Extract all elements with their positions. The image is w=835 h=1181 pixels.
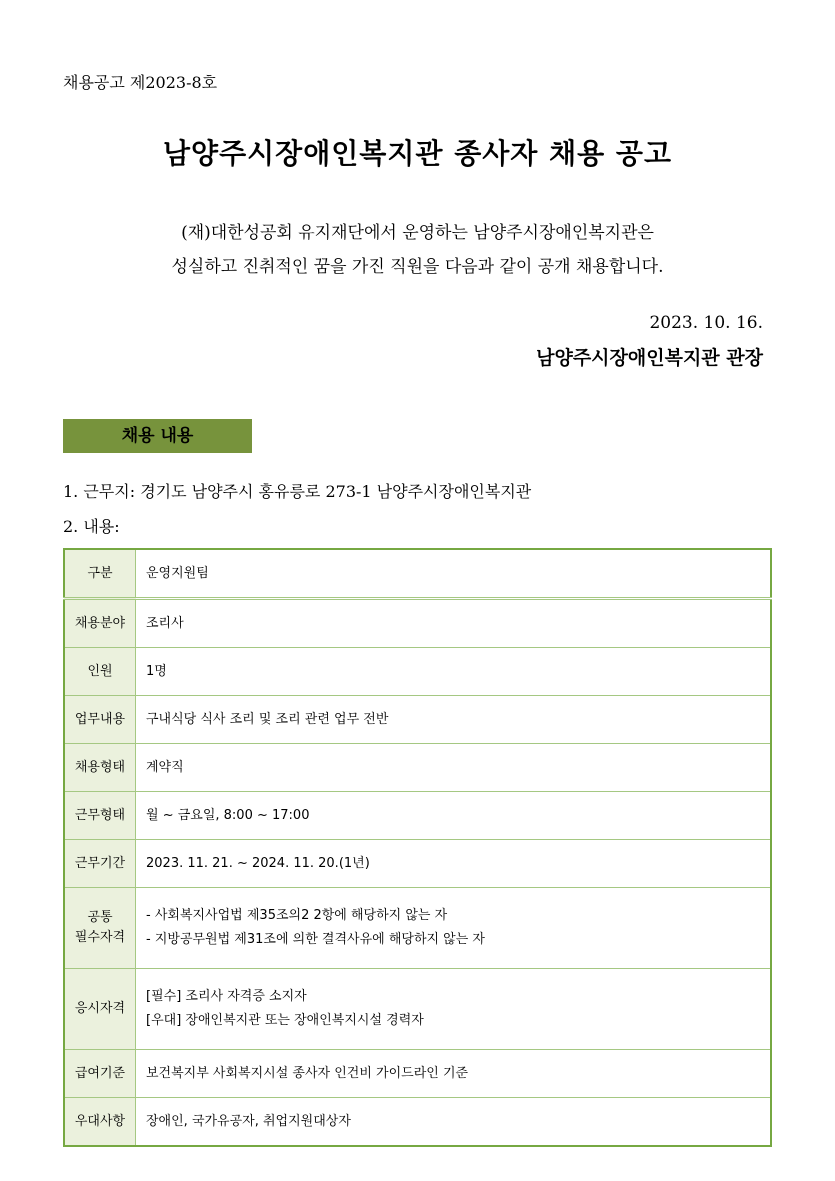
row-label: 인원	[64, 648, 136, 696]
row-value: 월 ~ 금요일, 8:00 ~ 17:00	[136, 792, 772, 840]
row-label: 우대사항	[64, 1098, 136, 1147]
row-value: 구내식당 식사 조리 및 조리 관련 업무 전반	[136, 696, 772, 744]
intro-text	[0, 216, 835, 284]
row-label-line: 필수자격	[74, 930, 126, 945]
notice-number: 채용공고 제2023-8호	[63, 73, 218, 92]
table-row	[64, 888, 771, 969]
table-row	[64, 744, 771, 792]
row-label: 업무내용	[64, 696, 136, 744]
row-value: 운영지원팀	[136, 549, 772, 599]
recruitment-table	[63, 548, 772, 1147]
row-label: 근무형태	[64, 792, 136, 840]
table-row	[64, 648, 771, 696]
row-value: 1명	[136, 648, 772, 696]
row-label: 근무기간	[64, 840, 136, 888]
row-label: 채용형태	[64, 744, 136, 792]
page-title: 남양주시장애인복지관 종사자 채용 공고	[162, 137, 673, 170]
value-line: - 사회복지사업법 제35조의2 2항에 해당하지 않는 자	[146, 908, 448, 923]
table-row	[64, 792, 771, 840]
table-row	[64, 696, 771, 744]
row-value: 보건복지부 사회복지시설 종사자 인건비 가이드라인 기준	[136, 1050, 772, 1098]
row-value: 계약직	[136, 744, 772, 792]
table-row	[64, 549, 771, 599]
list-item-workplace: 1. 근무지: 경기도 남양주시 홍유릉로 273-1 남양주시장애인복지관	[63, 482, 532, 501]
table-row	[64, 1098, 771, 1147]
row-value: 조리사	[136, 599, 772, 648]
table-row	[64, 599, 771, 648]
row-label-line: 공통	[87, 910, 113, 925]
row-label: 구분	[64, 549, 136, 599]
row-label	[64, 888, 136, 969]
table-row	[64, 1050, 771, 1098]
intro-line: (재)대한성공회 유지재단에서 운영하는 남양주시장애인복지관은	[181, 223, 654, 243]
table-row	[64, 840, 771, 888]
list-item-content: 2. 내용:	[63, 517, 120, 536]
row-label: 급여기준	[64, 1050, 136, 1098]
value-line: [우대] 장애인복지관 또는 장애인복지시설 경력자	[146, 1013, 424, 1028]
row-value: 장애인, 국가유공자, 취업지원대상자	[136, 1098, 772, 1147]
notice-date: 2023. 10. 16.	[649, 313, 763, 333]
value-line: [필수] 조리사 자격증 소지자	[146, 989, 307, 1004]
row-value	[136, 969, 772, 1050]
section-tag: 채용 내용	[63, 419, 252, 453]
intro-line: 성실하고 진취적인 꿈을 가진 직원을 다음과 같이 공개 채용합니다.	[171, 257, 664, 277]
signer: 남양주시장애인복지관 관장	[536, 347, 763, 369]
row-label: 채용분야	[64, 599, 136, 648]
table-row	[64, 969, 771, 1050]
row-value: 2023. 11. 21. ~ 2024. 11. 20.(1년)	[136, 840, 772, 888]
value-line: - 지방공무원법 제31조에 의한 결격사유에 해당하지 않는 자	[146, 932, 485, 947]
row-value	[136, 888, 772, 969]
row-label: 응시자격	[64, 969, 136, 1050]
